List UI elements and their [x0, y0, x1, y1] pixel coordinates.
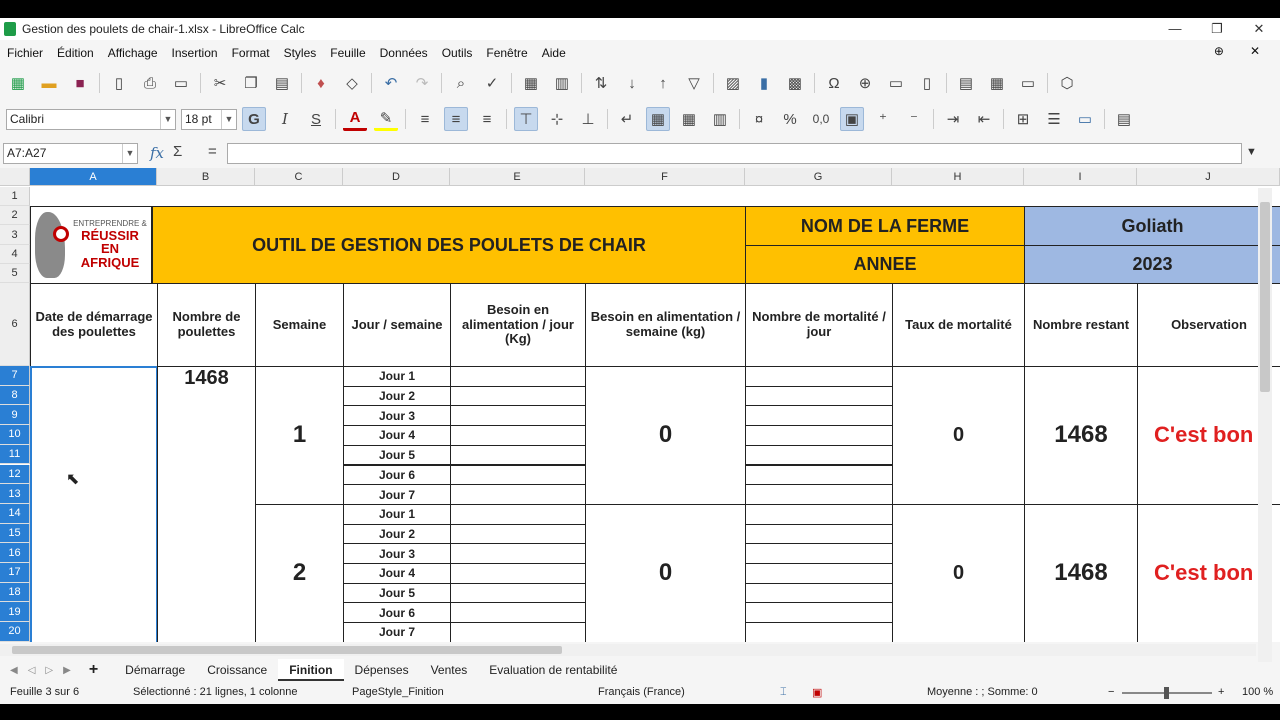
date-demarrage-cell[interactable]	[30, 366, 158, 642]
font-color-icon[interactable]: A	[343, 107, 367, 131]
menu-styles[interactable]: Styles	[283, 46, 317, 60]
week-2-restant[interactable]: 1468	[1024, 504, 1138, 642]
tab-finition[interactable]: Finition	[278, 659, 343, 681]
first-sheet-icon[interactable]: ◀	[10, 664, 18, 676]
number-format-button[interactable]: 0,0	[812, 112, 830, 126]
delete-decimal-icon[interactable]: ⁻	[910, 111, 918, 128]
row-header-14[interactable]: 14	[0, 504, 30, 524]
column-header-j[interactable]: J	[1137, 168, 1280, 186]
formula-icon[interactable]: =	[208, 143, 217, 160]
mortalite-jour-1-7[interactable]	[745, 484, 893, 505]
row-header-4[interactable]: 4	[0, 245, 30, 264]
sort-icon[interactable]: ⇅	[594, 75, 608, 92]
besoin-jour-1-7[interactable]	[450, 484, 586, 505]
mortalite-jour-1-3[interactable]	[745, 405, 893, 426]
standard-toolbar	[0, 68, 1280, 98]
status-language[interactable]: Français (France)	[598, 686, 685, 698]
wrap-text-icon[interactable]: ↵	[620, 111, 634, 128]
day-2-4[interactable]: Jour 4	[343, 563, 451, 584]
week-2-semaine[interactable]: 2	[255, 504, 344, 642]
row-header-1[interactable]: 1	[0, 187, 30, 206]
row-header-7[interactable]: 7	[0, 366, 30, 386]
spreadsheet-grid[interactable]	[0, 168, 1280, 642]
chevron-down-icon[interactable]: ▼	[160, 110, 175, 129]
column-header-c[interactable]: C	[255, 168, 343, 186]
libreoffice-window	[0, 18, 1280, 704]
menu-format[interactable]: Format	[231, 46, 270, 60]
underline-button[interactable]: S	[310, 110, 321, 128]
header-a[interactable]: Date de démarrage des poulettes	[30, 283, 158, 367]
mortalite-jour-2-1[interactable]	[745, 504, 893, 525]
week-2-observation[interactable]: C'est bon	[1137, 504, 1280, 642]
row-header-3[interactable]: 3	[0, 225, 30, 245]
sort-descending-icon[interactable]: ↑	[659, 74, 667, 92]
zoom-in-icon[interactable]: +	[1218, 686, 1225, 698]
menu-edition[interactable]: Édition	[57, 46, 94, 60]
day-1-3[interactable]: Jour 3	[343, 405, 451, 426]
add-sheet-icon[interactable]: +	[88, 661, 99, 678]
select-all-corner[interactable]	[0, 168, 30, 186]
currency-format-icon[interactable]: ¤	[754, 110, 764, 128]
chevron-down-icon[interactable]: ▼	[221, 110, 236, 129]
undo-icon[interactable]: ↶	[384, 75, 398, 92]
redo-icon[interactable]: ↷	[415, 75, 429, 92]
row-header-17[interactable]: 17	[0, 563, 30, 583]
week-1-restant[interactable]: 1468	[1024, 366, 1138, 505]
mortalite-jour-2-7[interactable]	[745, 622, 893, 642]
mortalite-jour-1-2[interactable]	[745, 386, 893, 407]
poulettes-count-cell[interactable]: 1468	[157, 366, 256, 642]
besoin-jour-1-1[interactable]	[450, 366, 586, 387]
italic-button[interactable]: I	[282, 110, 288, 128]
header-j[interactable]: Observation	[1137, 283, 1280, 367]
clone-formatting-icon[interactable]: ♦	[317, 74, 325, 92]
font-size-value: 18 pt	[185, 112, 212, 126]
globe-icon[interactable]: ⊕	[1213, 44, 1224, 58]
besoin-jour-2-2[interactable]	[450, 524, 586, 545]
align-middle-icon[interactable]: ⊹	[550, 111, 564, 128]
define-print-area-icon[interactable]: ▤	[958, 75, 974, 92]
print-icon[interactable]: ⎙	[143, 74, 156, 92]
clear-formatting-icon[interactable]: ◇	[346, 75, 358, 92]
besoin-jour-2-3[interactable]	[450, 543, 586, 564]
formula-bar	[0, 141, 1280, 165]
tab-ventes[interactable]: Ventes	[430, 663, 468, 677]
status-page-style[interactable]: PageStyle_Finition	[352, 686, 444, 698]
pivot-table-icon[interactable]: ▩	[787, 75, 803, 92]
week-1-besoin-semaine[interactable]: 0	[585, 366, 746, 505]
shapes-icon[interactable]: ⬡	[1060, 75, 1074, 92]
farm-name-label[interactable]: NOM DE LA FERME	[745, 206, 1025, 246]
export-pdf-icon[interactable]: ▯	[114, 75, 124, 92]
spelling-icon[interactable]: ✓	[485, 75, 499, 92]
row-header-19[interactable]: 19	[0, 602, 30, 622]
week-2-besoin-semaine[interactable]: 0	[585, 504, 746, 642]
insert-chart-icon[interactable]: ▮	[759, 75, 769, 92]
header-e[interactable]: Besoin en alimentation / jour (Kg)	[450, 283, 586, 367]
row-header-12[interactable]: 12	[0, 465, 30, 485]
week-1-semaine[interactable]: 1	[255, 366, 344, 505]
formatting-toolbar	[0, 104, 1280, 134]
status-sheet: Feuille 3 sur 6	[10, 686, 80, 698]
insert-mode-icon[interactable]: ⌶	[780, 686, 787, 698]
highlight-color-icon[interactable]: ✎	[374, 107, 398, 131]
header-c[interactable]: Semaine	[255, 283, 344, 367]
row-header-6[interactable]: 6	[0, 283, 30, 366]
title-bar	[0, 18, 1280, 40]
tab-depenses[interactable]: Dépenses	[354, 663, 409, 677]
row-header-10[interactable]: 10	[0, 425, 30, 445]
split-window-icon[interactable]: ▭	[1020, 75, 1036, 92]
add-decimal-icon[interactable]: ⁺	[879, 111, 887, 128]
sum-icon[interactable]: Σ	[173, 143, 183, 160]
header-f[interactable]: Besoin en alimentation / semaine (kg)	[585, 283, 746, 367]
year-label[interactable]: ANNEE	[745, 245, 1025, 284]
besoin-jour-1-2[interactable]	[450, 386, 586, 407]
mortalite-jour-2-5[interactable]	[745, 583, 893, 604]
header-b[interactable]: Nombre de poulettes	[157, 283, 256, 367]
font-size-box[interactable]	[181, 109, 237, 130]
maximize-button[interactable]: ❐	[1211, 21, 1223, 36]
vertical-scrollbar[interactable]	[1258, 188, 1272, 662]
mortalite-jour-2-2[interactable]	[745, 524, 893, 545]
mortalite-jour-1-6[interactable]	[745, 465, 893, 486]
menu-fenetre[interactable]: Fenêtre	[486, 46, 528, 60]
besoin-jour-1-6[interactable]	[450, 465, 586, 486]
column-header-i[interactable]: I	[1024, 168, 1137, 186]
header-g[interactable]: Nombre de mortalité / jour	[745, 283, 893, 367]
cut-icon[interactable]: ✂	[213, 75, 227, 92]
mortalite-jour-2-6[interactable]	[745, 602, 893, 623]
menu-donnees[interactable]: Données	[379, 46, 428, 60]
week-1-observation[interactable]: C'est bon	[1137, 366, 1280, 505]
freeze-rows-icon[interactable]: ▦	[989, 75, 1005, 92]
paste-icon[interactable]: ▤	[274, 75, 290, 92]
row-header-2[interactable]: 2	[0, 206, 30, 225]
border-color-icon[interactable]: ▭	[1077, 111, 1093, 128]
previous-sheet-icon[interactable]: ◁	[27, 664, 36, 676]
print-preview-icon[interactable]: ▭	[173, 75, 189, 92]
sheet-title[interactable]: OUTIL DE GESTION DES POULETS DE CHAIR	[152, 206, 746, 284]
menu-feuille[interactable]: Feuille	[330, 46, 366, 60]
besoin-jour-2-7[interactable]	[450, 622, 586, 642]
row-header-11[interactable]: 11	[0, 445, 30, 465]
status-bar	[0, 682, 1280, 704]
align-right-icon[interactable]: ≡	[482, 110, 492, 128]
day-1-4[interactable]: Jour 4	[343, 425, 451, 446]
besoin-jour-2-4[interactable]	[450, 563, 586, 584]
merge-cells-icon[interactable]: ▦	[681, 111, 697, 128]
minimize-button[interactable]: —	[1168, 21, 1182, 36]
close-document-icon[interactable]: ✕	[1249, 44, 1260, 58]
header-i[interactable]: Nombre restant	[1024, 283, 1138, 367]
row-header-9[interactable]: 9	[0, 405, 30, 425]
font-name-box[interactable]	[6, 109, 176, 130]
logo-text	[73, 220, 147, 269]
horizontal-scrollbar[interactable]	[0, 644, 1256, 656]
day-1-1[interactable]: Jour 1	[343, 366, 451, 387]
header-d[interactable]: Jour / semaine	[343, 283, 451, 367]
mortalite-jour-2-4[interactable]	[745, 563, 893, 584]
formula-input[interactable]	[227, 143, 1242, 164]
besoin-jour-1-3[interactable]	[450, 405, 586, 426]
menu-fichier[interactable]: Fichier	[7, 46, 44, 60]
row-header-13[interactable]: 13	[0, 484, 30, 504]
row-header-5[interactable]: 5	[0, 264, 30, 283]
menu-aide[interactable]: Aide	[541, 46, 566, 60]
column-header-f[interactable]: F	[585, 168, 745, 186]
logo-line-1: ENTREPRENDRE &	[73, 219, 147, 229]
row-header-15[interactable]: 15	[0, 524, 30, 544]
day-1-2[interactable]: Jour 2	[343, 386, 451, 407]
menu-insertion[interactable]: Insertion	[171, 46, 218, 60]
chevron-down-icon[interactable]: ▼	[122, 144, 137, 163]
zoom-slider-handle[interactable]	[1164, 687, 1169, 699]
new-document-icon[interactable]: ▦	[10, 75, 26, 92]
copy-icon[interactable]: ❐	[244, 75, 258, 92]
column-header-b[interactable]: B	[157, 168, 255, 186]
day-2-2[interactable]: Jour 2	[343, 524, 451, 545]
year-value[interactable]: 2023	[1024, 245, 1280, 284]
day-2-6[interactable]: Jour 6	[343, 602, 451, 623]
align-center-icon[interactable]: ≡	[444, 107, 468, 131]
expand-formula-bar-icon[interactable]: ▼	[1246, 146, 1257, 158]
row-header-20[interactable]: 20	[0, 622, 30, 642]
column-header-a[interactable]: A	[30, 168, 157, 186]
open-folder-icon[interactable]: ▬	[41, 74, 57, 92]
logo-line-3: AFRIQUE	[80, 255, 140, 271]
save-icon[interactable]: ■	[75, 74, 85, 92]
zoom-level[interactable]: 100 %	[1242, 686, 1274, 698]
mortalite-jour-2-3[interactable]	[745, 543, 893, 564]
menu-affichage[interactable]: Affichage	[107, 46, 158, 60]
align-left-icon[interactable]: ≡	[420, 110, 430, 128]
besoin-jour-2-6[interactable]	[450, 602, 586, 623]
column-header-e[interactable]: E	[450, 168, 585, 186]
function-wizard-icon[interactable]: fx	[150, 144, 165, 162]
save-status-icon: ▣	[812, 687, 823, 699]
besoin-jour-2-1[interactable]	[450, 504, 586, 525]
sheet-tabs-bar	[0, 659, 1280, 681]
find-replace-icon[interactable]: ⌕	[456, 74, 466, 92]
day-2-5[interactable]: Jour 5	[343, 583, 451, 604]
autofilter-icon[interactable]: ▽	[688, 75, 700, 92]
unmerge-cells-icon[interactable]: ▥	[712, 111, 728, 128]
sort-ascending-icon[interactable]: ↓	[628, 74, 636, 92]
next-sheet-icon[interactable]: ▷	[45, 664, 54, 676]
status-selection: Sélectionné : 21 lignes, 1 colonne	[133, 686, 298, 698]
window-title: Gestion des poulets de chair-1.xlsx - LibreOffice Calc	[22, 22, 305, 36]
week-2-taux[interactable]: 0	[892, 504, 1025, 642]
mortalite-jour-1-1[interactable]	[745, 366, 893, 387]
besoin-jour-1-4[interactable]	[450, 425, 586, 446]
tab-evaluation-rentabilite[interactable]: Evaluation de rentabilité	[489, 663, 618, 677]
hyperlink-icon[interactable]: ⊕	[858, 75, 872, 92]
menu-outils[interactable]: Outils	[441, 46, 473, 60]
name-box[interactable]	[3, 143, 138, 164]
date-format-icon[interactable]: ▣	[840, 107, 864, 131]
week-1-taux[interactable]: 0	[892, 366, 1025, 505]
header-footer-icon[interactable]: ▯	[922, 75, 932, 92]
africa-logo-icon	[35, 212, 65, 278]
day-2-7[interactable]: Jour 7	[343, 622, 451, 642]
row-header-18[interactable]: 18	[0, 583, 30, 603]
logo-line-2: RÉUSSIR EN	[81, 227, 139, 257]
zoom-out-icon[interactable]: −	[1108, 686, 1115, 698]
day-1-5[interactable]: Jour 5	[343, 445, 451, 466]
mortalite-jour-1-4[interactable]	[745, 425, 893, 446]
status-summary: Moyenne : ; Somme: 0	[927, 686, 1038, 698]
percent-format-button[interactable]: %	[783, 110, 797, 128]
target-icon	[53, 226, 69, 242]
row-header-16[interactable]: 16	[0, 543, 30, 563]
tab-croissance[interactable]: Croissance	[207, 663, 268, 677]
column-header-g[interactable]: G	[745, 168, 892, 186]
borders-icon[interactable]: ⊞	[1016, 111, 1030, 128]
comment-icon[interactable]: ▭	[888, 75, 904, 92]
border-style-icon[interactable]: ☰	[1047, 111, 1061, 128]
tab-demarrage[interactable]: Démarrage	[125, 663, 186, 677]
day-2-3[interactable]: Jour 3	[343, 543, 451, 564]
name-box-value: A7:A27	[7, 146, 47, 160]
column-header-h[interactable]: H	[892, 168, 1024, 186]
column-header-d[interactable]: D	[343, 168, 450, 186]
mouse-pointer-icon: ⬉	[66, 471, 80, 488]
close-button[interactable]: ✕	[1253, 21, 1265, 36]
day-2-1[interactable]: Jour 1	[343, 504, 451, 525]
merge-center-icon[interactable]: ▦	[646, 107, 670, 131]
calc-app-icon	[4, 22, 16, 36]
besoin-jour-2-5[interactable]	[450, 583, 586, 604]
menu-bar	[0, 42, 1280, 64]
last-sheet-icon[interactable]: ▶	[63, 664, 71, 676]
decrease-indent-icon[interactable]: ⇤	[977, 111, 991, 128]
logo-cell	[30, 206, 152, 284]
bold-button[interactable]: G	[242, 107, 266, 131]
mortalite-jour-1-5[interactable]	[745, 445, 893, 466]
special-character-icon[interactable]: Ω	[828, 74, 840, 92]
align-top-icon[interactable]: ⊤	[514, 107, 538, 131]
increase-indent-icon[interactable]: ⇥	[946, 111, 960, 128]
besoin-jour-1-5[interactable]	[450, 445, 586, 466]
column-icon[interactable]: ▥	[554, 75, 570, 92]
font-name-value: Calibri	[10, 112, 45, 126]
farm-name-value[interactable]: Goliath	[1024, 206, 1280, 246]
insert-image-icon[interactable]: ▨	[725, 75, 741, 92]
day-1-7[interactable]: Jour 7	[343, 484, 451, 505]
day-1-6[interactable]: Jour 6	[343, 465, 451, 486]
align-bottom-icon[interactable]: ⊥	[581, 111, 595, 128]
row-header-8[interactable]: 8	[0, 386, 30, 406]
header-h[interactable]: Taux de mortalité	[892, 283, 1025, 367]
conditional-format-icon[interactable]: ▤	[1116, 111, 1132, 128]
row-icon[interactable]: ▦	[523, 75, 539, 92]
